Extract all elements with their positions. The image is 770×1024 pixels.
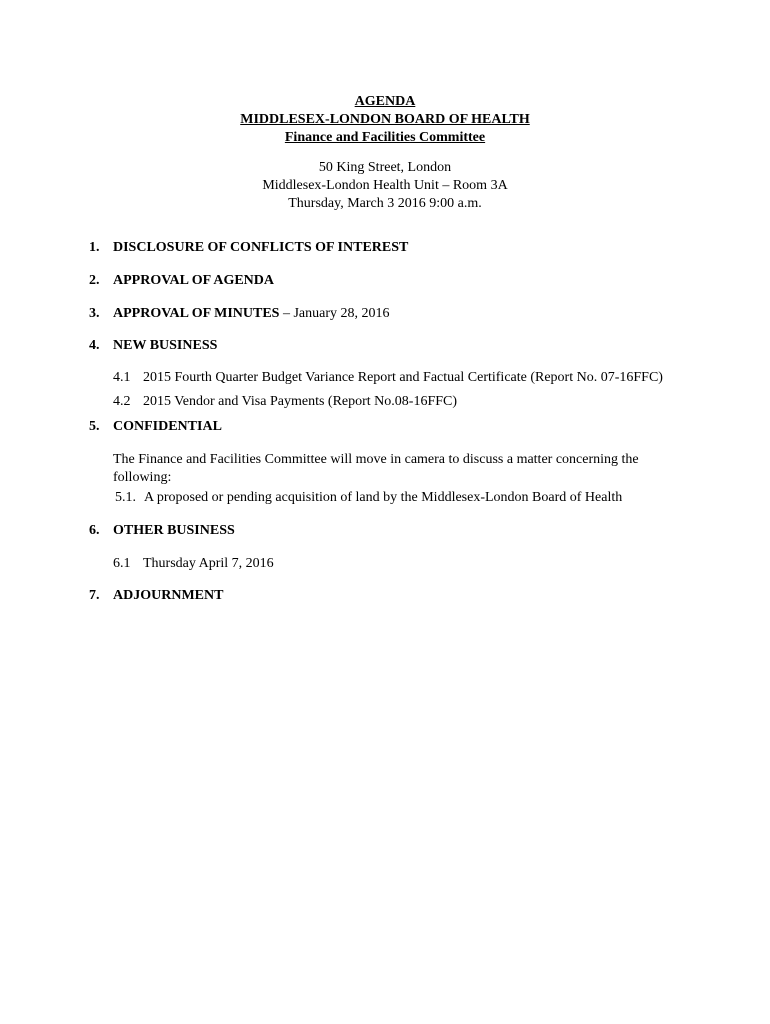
sub-item-text: 2015 Fourth Quarter Budget Variance Report and Factual Certificate (Report No. 07-16FFC)	[143, 370, 663, 385]
committee-name: Finance and Facilities Committee	[284, 130, 486, 145]
sub-item-number: 4.1	[113, 370, 131, 385]
item-number: 4.	[89, 338, 100, 353]
item-number: 2.	[89, 273, 100, 288]
item-title: DISCLOSURE OF CONFLICTS OF INTEREST	[113, 240, 409, 255]
agenda-item-2	[89, 272, 274, 290]
item-title: CONFIDENTIAL	[113, 419, 222, 434]
item-number: 1.	[89, 240, 100, 255]
agenda-item-3	[89, 305, 390, 323]
agenda-item-7	[89, 587, 223, 605]
sub-item-number: 5.1.	[115, 490, 136, 505]
sub-item-number: 6.1	[113, 556, 131, 571]
agenda-header	[0, 93, 770, 213]
organization-name: MIDDLESEX-LONDON BOARD OF HEALTH	[240, 112, 530, 127]
item-number: 7.	[89, 588, 100, 603]
agenda-item-6	[89, 522, 235, 540]
sub-item-number: 4.2	[113, 394, 131, 409]
header-spacer	[0, 147, 770, 159]
item-title: APPROVAL OF AGENDA	[113, 273, 275, 288]
item-title: APPROVAL OF MINUTES	[113, 306, 280, 321]
agenda-item-1	[89, 239, 408, 257]
item-suffix: – January 28, 2016	[279, 306, 390, 321]
item-title: ADJOURNMENT	[113, 588, 224, 603]
sub-item-text: 2015 Vendor and Visa Payments (Report No.08-16FFC)	[143, 394, 458, 409]
item-number: 5.	[89, 419, 100, 434]
sub-item-6-1	[113, 555, 274, 573]
sub-item-5-1	[115, 489, 622, 507]
item-number: 3.	[89, 306, 100, 321]
confidential-paragraph: The Finance and Facilities Committee will move in camera to discuss a matter concerning the following:	[113, 452, 639, 485]
sub-item-4-1	[113, 369, 663, 387]
meeting-room: Middlesex-London Health Unit – Room 3A	[262, 178, 508, 193]
item-title: NEW BUSINESS	[113, 338, 218, 353]
meeting-datetime: Thursday, March 3 2016 9:00 a.m.	[288, 196, 482, 211]
agenda-item-5	[89, 418, 222, 436]
sub-item-4-2	[113, 393, 457, 411]
agenda-title: AGENDA	[354, 94, 416, 109]
agenda-item-4	[89, 337, 217, 355]
item-number: 6.	[89, 523, 100, 538]
sub-item-text: Thursday April 7, 2016	[143, 556, 274, 571]
sub-item-text: A proposed or pending acquisition of land by the Middlesex-London Board of Health	[144, 490, 623, 505]
meeting-address: 50 King Street, London	[318, 160, 452, 175]
item-title: OTHER BUSINESS	[113, 523, 235, 538]
